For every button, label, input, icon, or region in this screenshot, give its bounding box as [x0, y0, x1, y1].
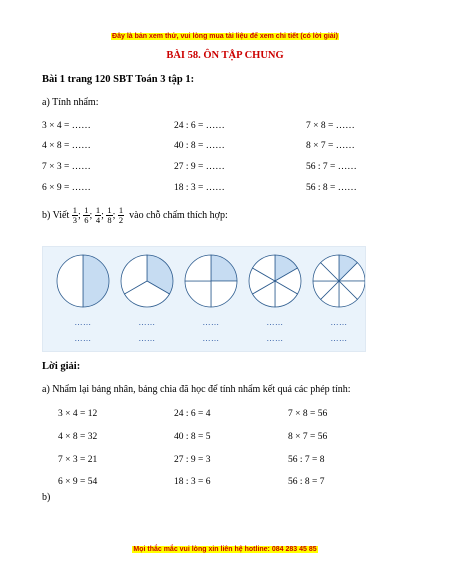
fraction-quarter: $\frac{1}{4}$: [95, 205, 101, 225]
exercise-cell: 56 : 7 = ……: [306, 162, 357, 172]
exercise-cell: 4 × 8 = ……: [42, 141, 91, 151]
fraction-circle: [121, 255, 173, 307]
solution-cell: 3 × 4 = 12: [58, 409, 98, 419]
solution-part-b-label: b): [42, 492, 51, 503]
part-b-instruction: b) Viết $\frac{1}{3}$ ; $\frac{1}{6}$ ; $\frac{1}{4}$ ; $\frac{1}{8}$ ; $\frac{1}{2}$ vào chỗ chấm thích hợp:: [42, 205, 228, 225]
answer-blank: ……: [74, 334, 92, 343]
sector: [57, 255, 83, 307]
sector: [185, 255, 211, 281]
solution-cell: 7 × 3 = 21: [58, 455, 98, 465]
fraction-circles-panel: [42, 246, 366, 352]
hotline-notice: Mọi thắc mắc vui lòng xin liên hệ hotline: 084 283 45 85: [133, 546, 317, 553]
solution-heading: Lời giải:: [42, 361, 81, 372]
exercise-cell: 7 × 3 = ……: [42, 162, 91, 172]
fraction-circle: [185, 255, 237, 307]
fraction-circles: [43, 247, 365, 351]
sector: [211, 281, 237, 307]
exercise-cell: 40 : 8 = ……: [174, 141, 225, 151]
fraction-third: $\frac{1}{3}$: [72, 205, 78, 225]
solution-intro: a) Nhẩm lại bảng nhân, bảng chia đã học để tính nhẩm kết quả các phép tính:: [42, 384, 351, 395]
sector: [185, 281, 211, 307]
shaded-sector: [83, 255, 109, 307]
preview-notice: Đây là bản xem thử, vui lòng mua tài liệu để xem chi tiết (có lời giải): [112, 33, 338, 40]
answer-blank: ……: [202, 318, 220, 327]
solution-cell: 4 × 8 = 32: [58, 432, 98, 442]
exercise-cell: 27 : 9 = ……: [174, 162, 225, 172]
fraction-circle: [249, 255, 301, 307]
solution-cell: 8 × 7 = 56: [288, 432, 328, 442]
solution-cell: 27 : 9 = 3: [174, 455, 211, 465]
fraction-half: $\frac{1}{2}$: [118, 205, 124, 225]
exercise-cell: 56 : 8 = ……: [306, 183, 357, 193]
answer-blank: ……: [138, 318, 156, 327]
fraction-sixth: $\frac{1}{6}$: [84, 205, 89, 225]
solution-cell: 24 : 6 = 4: [174, 409, 211, 419]
exercise-cell: 8 × 7 = ……: [306, 141, 355, 151]
answer-blank: ……: [266, 318, 284, 327]
solution-cell: 56 : 8 = 7: [288, 477, 325, 487]
shaded-sector: [211, 255, 237, 281]
exercise-cell: 6 × 9 = ……: [42, 183, 91, 193]
answer-blank: ……: [74, 318, 92, 327]
solution-cell: 18 : 3 = 6: [174, 477, 211, 487]
answer-blank: ……: [138, 334, 156, 343]
lesson-title: BÀI 58. ÔN TẬP CHUNG: [166, 50, 284, 61]
part-b-suffix: vào chỗ chấm thích hợp:: [129, 209, 228, 221]
solution-cell: 7 × 8 = 56: [288, 409, 328, 419]
answer-blank: ……: [202, 334, 220, 343]
answer-blank: ……: [330, 318, 348, 327]
answer-blank: ……: [266, 334, 284, 343]
part-a-label: a) Tính nhẩm:: [42, 97, 99, 108]
exercise-cell: 24 : 6 = ……: [174, 121, 225, 131]
fraction-eighth: $\frac{1}{8}$: [107, 205, 112, 225]
solution-cell: 6 × 9 = 54: [58, 477, 98, 487]
exercise-cell: 3 × 4 = ……: [42, 121, 91, 131]
part-b-prefix: b) Viết: [42, 209, 70, 221]
solution-cell: 40 : 8 = 5: [174, 432, 211, 442]
answer-blank: ……: [330, 334, 348, 343]
exercise-heading: Bài 1 trang 120 SBT Toán 3 tập 1:: [42, 74, 195, 85]
exercise-cell: 7 × 8 = ……: [306, 121, 355, 131]
solution-cell: 56 : 7 = 8: [288, 455, 325, 465]
fraction-circle: [313, 255, 365, 307]
fraction-circle: [57, 255, 109, 307]
exercise-cell: 18 : 3 = ……: [174, 183, 225, 193]
